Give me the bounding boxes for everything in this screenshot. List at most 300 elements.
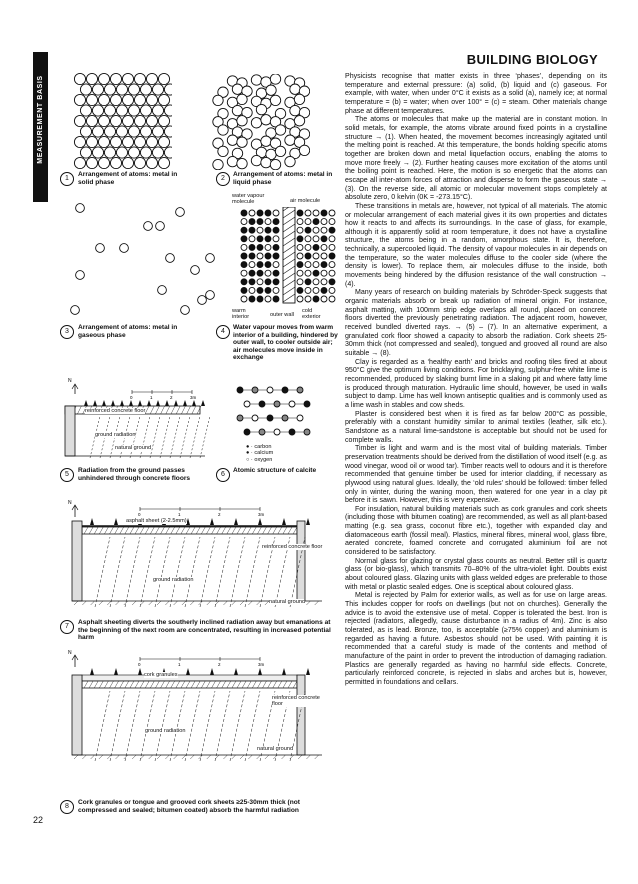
atom <box>134 136 145 147</box>
atom <box>206 291 215 300</box>
molecule <box>297 236 303 242</box>
atom <box>74 136 85 147</box>
calcite-atom <box>267 415 273 421</box>
radiation-arrow <box>129 400 133 406</box>
radiation-arrow <box>114 668 118 675</box>
calcite-atom <box>282 387 288 393</box>
line <box>140 691 155 761</box>
body-text <box>345 73 607 688</box>
atom <box>251 155 261 165</box>
molecule <box>273 279 279 285</box>
molecule <box>313 262 319 268</box>
calcite-atom <box>282 415 288 421</box>
line <box>110 537 125 607</box>
atom <box>74 94 85 105</box>
radiation-arrow <box>258 668 262 675</box>
scale-tick: 3m <box>258 512 265 517</box>
molecule <box>265 244 271 250</box>
atom <box>86 94 97 105</box>
line <box>265 755 269 759</box>
molecule <box>329 244 335 250</box>
calcite-atom <box>259 401 265 407</box>
north-label: N <box>68 378 72 384</box>
line <box>182 601 186 605</box>
line <box>315 601 319 605</box>
molecule <box>313 279 319 285</box>
molecule <box>249 262 255 268</box>
radiation-arrow <box>306 668 310 675</box>
atom <box>299 145 309 155</box>
label-cork: cork granules <box>144 672 178 678</box>
line <box>290 755 294 759</box>
calcite-atom <box>267 387 273 393</box>
molecule <box>297 253 303 259</box>
figure-caption: Atomic structure of calcite <box>233 467 317 474</box>
figure-number: 4 <box>216 325 230 339</box>
atom <box>80 147 91 158</box>
atom <box>270 95 280 105</box>
line <box>223 755 227 759</box>
atom <box>92 147 103 158</box>
molecule <box>329 227 335 233</box>
radiation-arrow <box>111 400 115 406</box>
atom <box>294 94 304 104</box>
molecule <box>305 262 311 268</box>
molecule <box>329 287 335 293</box>
molecule <box>257 210 263 216</box>
line <box>74 755 78 759</box>
radiation-arrow <box>210 518 214 525</box>
molecule <box>329 296 335 302</box>
atom <box>158 94 169 105</box>
scale-tick: 0 <box>138 662 141 667</box>
calcite-atom <box>274 429 280 435</box>
atom <box>116 126 127 137</box>
wall <box>65 406 75 456</box>
paragraph: Metal is rejected by Palm for exterior walls, as well as for use on large areas. This includes copper for roofs on dwellings (but not on churches). Generally the advice is to avoid the extensive use of metal. Copper is tolerated the best. Iron is rejected (radiators, allegedly, cause disturbance in a radius of 4m). Zinc is also tolerated, as is lead. Bronze, too, is acceptable (≥75% copper) and aluminium is regarded as having a future. Asbestos should not be used. With painting it is recommended that a careful study is made of the contents and method of manufacture of the paint in order to prevent the introduction of damaging radiation. Plastics are generally regarded as having no harmful side effects. Concrete, particularly reinforced concrete, is rejected in slabs and arches but is, however, permitted in foundations and cellars. <box>345 592 607 686</box>
atom <box>270 74 280 84</box>
calcite-atom <box>274 401 280 407</box>
scale-tick: 2 <box>170 395 173 400</box>
paragraph: Normal glass for glazing or crystal glass counts as neutral. Better still is quartz glass (or bio-glass), which transmits 70–80% of the ultra-violet light. Doubts exist about coloured glass. Glazing units with glass welded edges are preferable to those with metal or plastic sealed edges. One is sceptical about coloured glass. <box>345 557 607 591</box>
molecule <box>241 270 247 276</box>
calcite-atom <box>252 415 258 421</box>
molecule <box>273 210 279 216</box>
molecule <box>249 244 255 250</box>
atom <box>104 84 115 95</box>
molecule <box>241 262 247 268</box>
atom <box>74 115 85 126</box>
molecule <box>241 296 247 302</box>
north-label: N <box>68 500 72 506</box>
figure-number: 8 <box>60 800 74 814</box>
atom <box>122 157 133 168</box>
label-warm-interior: warm interior <box>232 308 260 320</box>
figure-caption: Asphalt sheeting diverts the southerly inclined radiation away but emanations at the beginning of the next room are concentrated, resulting in increased potential harm <box>78 619 331 642</box>
atom <box>104 147 115 158</box>
molecule <box>305 227 311 233</box>
molecule <box>241 253 247 259</box>
paragraph: Many years of research on building materials by Schröder-Speck suggests that organic materials absorb or break up radiation of mineral origin. For instance, asphalt matting, with 100mm strip edge overlaps all round, placed on concrete floors diverted the previously penetrating radiation. The adjacent room, however, received bundled diverted rays. → (5) – (7). In an alternative experiment, a granulated cork floor showed a capacity to absorb the radiation. Cork sheets 25-30mm thick (not compressed and sealed), tongued and grooved all round are also suitable → (8). <box>345 289 607 357</box>
molecule <box>257 262 263 268</box>
atom <box>98 157 109 168</box>
molecule <box>273 270 279 276</box>
molecule <box>249 279 255 285</box>
label-radiation: ground radiation <box>95 432 136 438</box>
atom <box>251 75 261 85</box>
label-air-molecule: air molecule <box>290 198 321 204</box>
north-label: N <box>68 650 72 656</box>
radiation-arrow <box>90 518 94 525</box>
atom <box>198 296 207 305</box>
line <box>116 755 120 759</box>
figure-liquid-phase <box>212 74 310 170</box>
molecule <box>265 210 271 216</box>
atom <box>92 84 103 95</box>
molecule <box>329 253 335 259</box>
atom <box>146 157 157 168</box>
line <box>155 691 170 761</box>
label-cold-exterior: cold exterior <box>302 308 330 320</box>
molecule <box>257 219 263 225</box>
molecule <box>329 279 335 285</box>
line <box>182 755 186 759</box>
label-radiation: ground radiation <box>153 577 194 583</box>
line <box>257 755 261 759</box>
atom <box>146 94 157 105</box>
atom <box>144 222 153 231</box>
molecule <box>313 227 319 233</box>
line <box>315 755 319 759</box>
calcite-atom <box>237 415 243 421</box>
molecule <box>321 210 327 216</box>
atom <box>86 73 97 84</box>
molecule <box>305 210 311 216</box>
molecule <box>297 219 303 225</box>
molecule <box>249 210 255 216</box>
molecule <box>249 236 255 242</box>
atom <box>128 126 139 137</box>
line <box>215 755 219 759</box>
line <box>95 537 110 607</box>
molecule <box>257 244 263 250</box>
radiation-arrow <box>165 400 169 406</box>
line <box>157 755 161 759</box>
molecule <box>265 296 271 302</box>
calcite-atom <box>289 401 295 407</box>
atom <box>110 73 121 84</box>
line <box>95 691 110 761</box>
line <box>248 755 252 759</box>
line <box>157 601 161 605</box>
label-ground: natural ground <box>269 599 306 605</box>
atom <box>294 116 304 126</box>
molecule <box>257 296 263 302</box>
line <box>215 537 230 607</box>
line <box>306 755 310 759</box>
molecule <box>329 210 335 216</box>
molecule <box>305 236 311 242</box>
legend-carbon: ● · carbon <box>246 444 272 450</box>
atom <box>156 222 165 231</box>
molecule <box>321 244 327 250</box>
molecule <box>257 227 263 233</box>
radiation-arrow <box>183 400 187 406</box>
atom <box>164 126 172 137</box>
scale-tick: 1 <box>178 662 181 667</box>
molecule <box>257 287 263 293</box>
molecule <box>321 253 327 259</box>
atom <box>104 126 115 137</box>
line <box>180 416 190 458</box>
figure-vapour-diffusion <box>238 207 348 307</box>
calcite-atom <box>289 429 295 435</box>
molecule <box>241 244 247 250</box>
atom <box>128 147 139 158</box>
figure-caption: Arrangement of atoms: metal in liquid phase <box>233 171 333 186</box>
line <box>207 601 211 605</box>
molecule <box>305 219 311 225</box>
line <box>232 601 236 605</box>
molecule <box>297 262 303 268</box>
line <box>232 755 236 759</box>
line <box>165 755 169 759</box>
scale-tick: 2 <box>218 512 221 517</box>
atom <box>227 135 237 145</box>
line <box>190 416 200 458</box>
atom <box>98 94 109 105</box>
scale-tick: 3m <box>190 395 197 400</box>
calcite-atom <box>297 387 303 393</box>
atom <box>80 105 91 116</box>
atom <box>98 115 109 126</box>
radiation-arrow <box>174 400 178 406</box>
molecule <box>249 270 255 276</box>
molecule <box>265 287 271 293</box>
molecule <box>321 236 327 242</box>
radiation-arrow <box>120 400 124 406</box>
molecule <box>313 287 319 293</box>
radiation-arrow <box>282 668 286 675</box>
molecule <box>249 253 255 259</box>
radiation-arrow <box>90 668 94 675</box>
wall <box>72 675 82 755</box>
line <box>149 755 153 759</box>
molecule <box>305 279 311 285</box>
line <box>174 755 178 759</box>
molecule <box>265 253 271 259</box>
molecule <box>241 210 247 216</box>
molecule <box>305 270 311 276</box>
label-radiation: ground radiation <box>145 728 186 734</box>
figure-caption: Arrangement of atoms: metal in solid phase <box>78 171 178 186</box>
atom <box>120 244 129 253</box>
line <box>82 755 86 759</box>
atom <box>98 136 109 147</box>
atom <box>152 105 163 116</box>
atom <box>237 116 247 126</box>
label-floor: reinforced concrete floor <box>262 544 323 550</box>
molecule <box>265 262 271 268</box>
molecule <box>313 210 319 216</box>
line <box>190 601 194 605</box>
atom <box>275 146 285 156</box>
molecule <box>313 219 319 225</box>
scale-tick: 0 <box>130 395 133 400</box>
line <box>200 691 215 761</box>
line <box>230 537 245 607</box>
atom <box>158 115 169 126</box>
radiation-arrow <box>102 400 106 406</box>
molecule <box>249 227 255 233</box>
atom <box>134 94 145 105</box>
radiation-arrow <box>156 400 160 406</box>
molecule <box>305 287 311 293</box>
line <box>215 691 230 761</box>
scale-tick: 3m <box>258 662 265 667</box>
paragraph: For insulation, natural building materials such as cork granules and cork sheets (including those with bitumen coating) are recommended, as well as all plant-based matting (e.g. sea grass, coconut fibre etc.), together with expanded clay and diatomaceous earth (fossil meal). Plastics, mineral fibres, mineral wool, glass fibre, aerated concrete, foamed concrete and corrugated aluminium foil are not considered to be satisfactory. <box>345 505 607 557</box>
atom <box>140 84 151 95</box>
atom <box>164 105 172 116</box>
radiation-arrow <box>306 518 310 525</box>
line <box>110 691 125 761</box>
figure-cork-absorption <box>60 645 335 780</box>
atom <box>76 204 85 213</box>
radiation-arrow <box>114 518 118 525</box>
label-water-vapour: water vapour molecule <box>232 193 272 205</box>
line <box>207 755 211 759</box>
molecule <box>265 279 271 285</box>
page-heading: BUILDING BIOLOGY <box>466 52 598 67</box>
line <box>230 691 245 761</box>
molecule <box>321 227 327 233</box>
atom <box>164 84 172 95</box>
scale-tick: 2 <box>218 662 221 667</box>
atom <box>152 147 163 158</box>
radiation-arrow <box>186 668 190 675</box>
paragraph: Plaster is considered best when it is fired as far below 200°C as possible, preferably with a constant humidity similar to animal textiles (leather, silk etc.). Sandstone as a natural lime-sandstone is acceptable but should not be used for complete walls. <box>345 410 607 444</box>
calcite-atom <box>244 401 250 407</box>
atom <box>92 126 103 137</box>
molecule <box>297 227 303 233</box>
atom <box>166 254 175 263</box>
calcite-legend <box>246 444 273 463</box>
atom <box>110 136 121 147</box>
molecule <box>273 227 279 233</box>
line <box>245 537 260 607</box>
label-floor: reinforced concrete floor <box>85 408 146 414</box>
line <box>282 755 286 759</box>
molecule <box>305 244 311 250</box>
atom <box>266 85 276 95</box>
atom <box>104 105 115 116</box>
molecule <box>241 279 247 285</box>
atom <box>218 146 228 156</box>
radiation-arrow <box>210 668 214 675</box>
molecule <box>321 270 327 276</box>
atom <box>122 115 133 126</box>
atom <box>110 157 121 168</box>
figure-number: 2 <box>216 172 230 186</box>
molecule <box>241 219 247 225</box>
line <box>132 755 136 759</box>
atom <box>206 254 215 263</box>
atom <box>110 94 121 105</box>
line <box>190 755 194 759</box>
atom <box>270 159 280 169</box>
atom <box>146 115 157 126</box>
atom <box>110 115 121 126</box>
wall <box>72 521 82 601</box>
line <box>99 755 103 759</box>
atom <box>256 104 266 114</box>
atom <box>237 158 247 168</box>
line <box>125 537 140 607</box>
molecule <box>241 227 247 233</box>
molecule <box>297 270 303 276</box>
legend-calcium: ● · calcium <box>246 450 274 457</box>
molecule <box>297 296 303 302</box>
molecule <box>265 270 271 276</box>
line <box>273 755 277 759</box>
molecule <box>321 296 327 302</box>
molecule <box>297 279 303 285</box>
figure-solid-phase <box>72 72 172 172</box>
line <box>132 601 136 605</box>
radiation-arrow <box>258 518 262 525</box>
calcite-atom <box>304 429 310 435</box>
molecule <box>273 262 279 268</box>
calcite-atom <box>304 401 310 407</box>
radiation-arrow <box>234 668 238 675</box>
line <box>215 601 219 605</box>
label-floor: reinforced concrete floor <box>272 695 327 707</box>
line <box>116 601 120 605</box>
atom <box>152 126 163 137</box>
atom <box>122 94 133 105</box>
molecule <box>297 210 303 216</box>
atom <box>146 73 157 84</box>
atom <box>227 156 237 166</box>
atom <box>86 157 97 168</box>
figure-number: 3 <box>60 325 74 339</box>
atom <box>116 147 127 158</box>
line <box>155 537 170 607</box>
label-ground: natural ground <box>115 445 152 451</box>
atom <box>158 157 169 168</box>
atom <box>237 94 247 104</box>
figure-number: 1 <box>60 172 74 186</box>
atom <box>181 306 190 315</box>
molecule <box>257 279 263 285</box>
atom <box>261 115 271 125</box>
atom <box>122 136 133 147</box>
atom <box>140 105 151 116</box>
molecule <box>321 287 327 293</box>
wall <box>297 521 305 601</box>
atom <box>237 137 247 147</box>
atom <box>76 271 85 280</box>
line <box>91 601 95 605</box>
atom <box>158 73 169 84</box>
figure-caption: Cork granules or tongue and grooved cork sheets ≥25-30mm thick (not compressed and sealed; bitumen coated) absorb the harmful radiation <box>78 799 300 814</box>
figure-caption: Radiation from the ground passes unhindered through concrete floors <box>78 467 191 482</box>
molecule <box>249 296 255 302</box>
atom <box>134 73 145 84</box>
radiation-arrow <box>282 518 286 525</box>
paragraph: Physicists recognise that matter exists in three ‘phases’, depending on its temperature and external pressure: (a) solid, (b) liquid and (c) gaseous. For example, with water, when under 0°C it exists as a solid (a), namely ice; at normal temperature = (b) = water; when over 100° = (c) = steam. Other materials change phase at different temperatures. <box>345 73 607 115</box>
radiation-arrow <box>84 400 88 406</box>
